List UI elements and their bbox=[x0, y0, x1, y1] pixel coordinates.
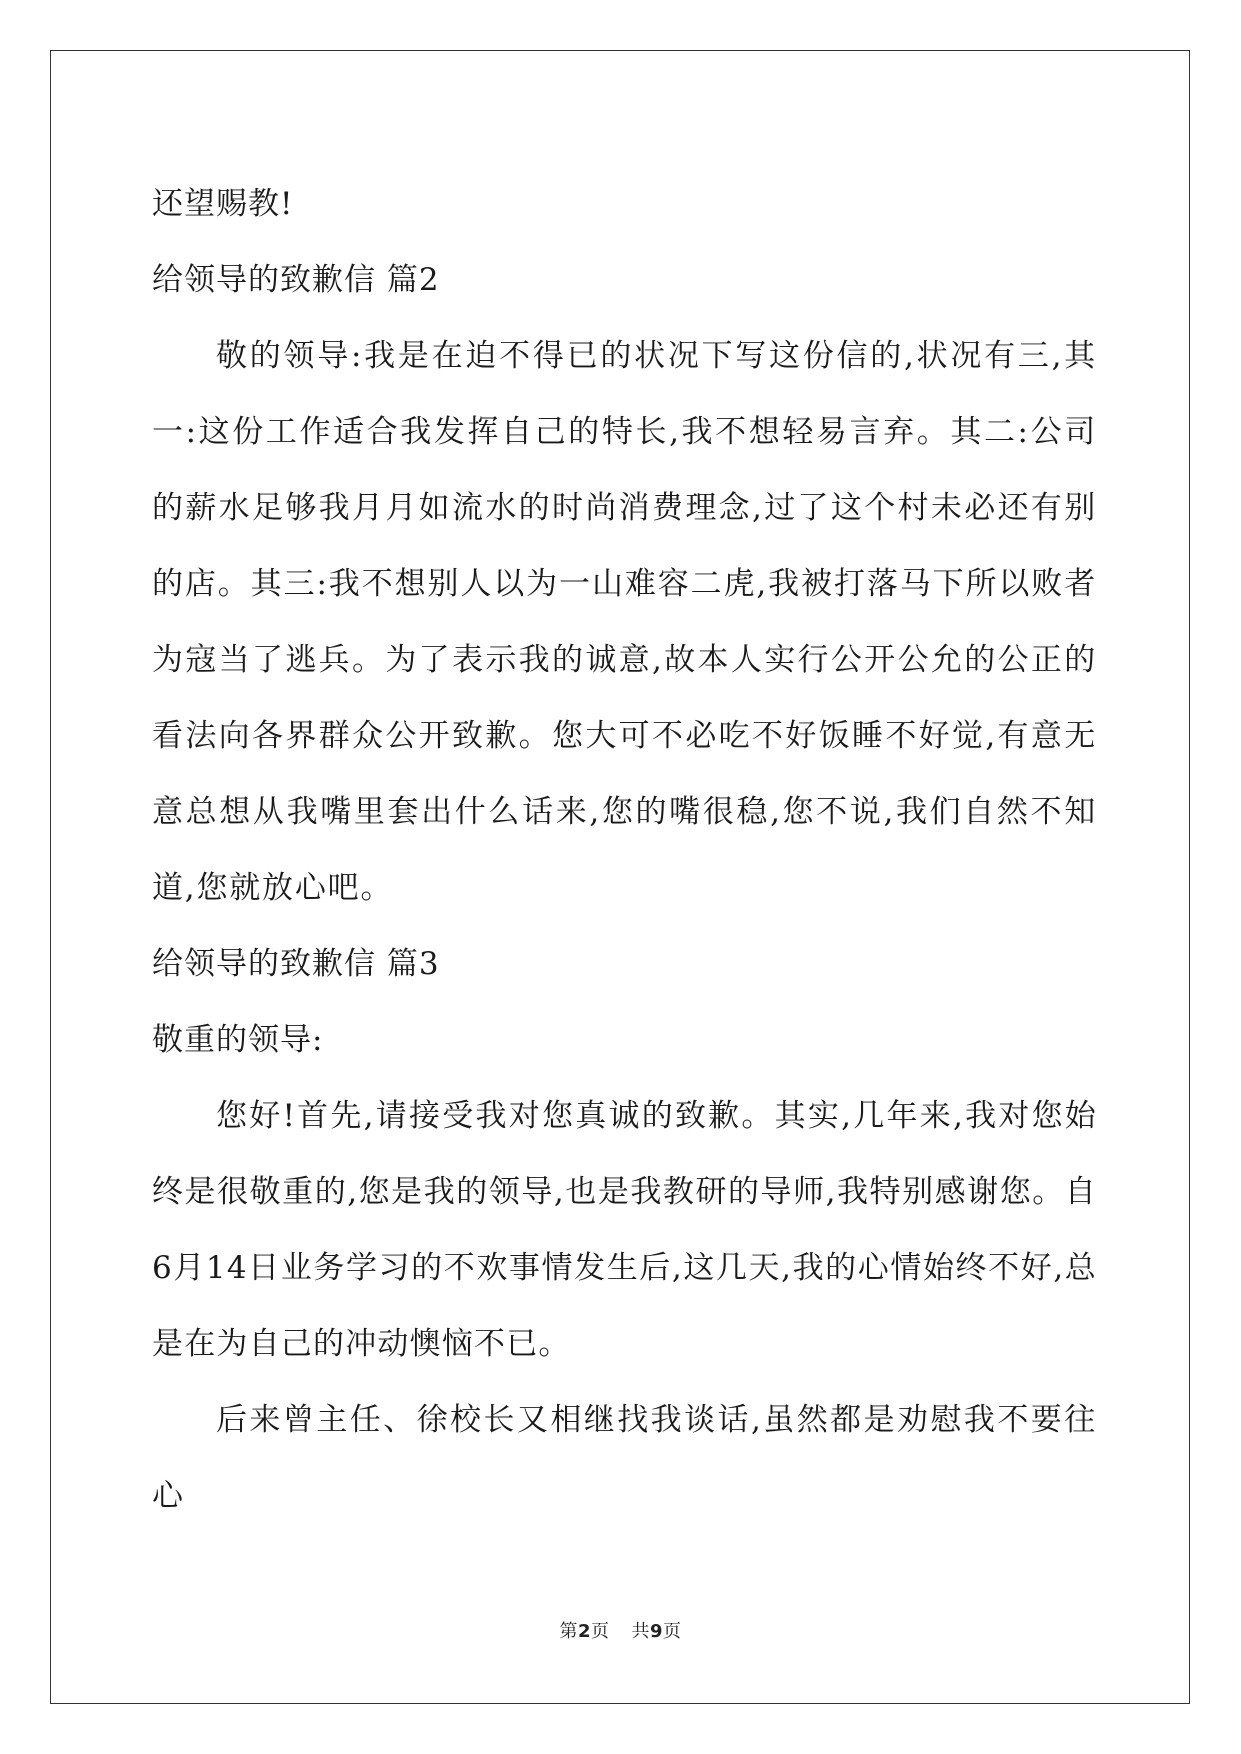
document-body bbox=[152, 166, 1097, 1534]
letter-heading-3: 给领导的致歉信 篇3 bbox=[152, 946, 440, 982]
page-footer bbox=[0, 1617, 1241, 1643]
page-unit: 页 bbox=[591, 1621, 610, 1642]
letter-3-paragraph-1: 您好!首先,请接受我对您真诚的致歉。其实,几年来,我对您始终是很敬重的,您是我的领导,也是我教研的导师,我特别感谢您。自6月14日业务学习的不欢事情发生后,这几天,我的心情始终不好,总是在为自己的冲动懊恼不已。 bbox=[152, 1098, 1097, 1362]
letter-2-body: 敬的领导:我是在迫不得已的状况下写这份信的,状况有三,其一:这份工作适合我发挥自己的特长,我不想轻易言弃。其二:公司的薪水足够我月月如流水的时尚消费理念,过了这个村未必还有别的店。其三:我不想别人以为一山难容二虎,我被打落马下所以败者为寇当了逃兵。为了表示我的诚意,故本人实行公开公允的公正的看法向各界群众公开致歉。您大可不必吃不好饭睡不好觉,有意无意总想从我嘴里套出什么话来,您的嘴很稳,您不说,我们自然不知道,您就放心吧。 bbox=[152, 338, 1097, 906]
letter-heading-2: 给领导的致歉信 篇2 bbox=[152, 262, 440, 298]
page-prefix: 第 bbox=[559, 1621, 578, 1642]
letter-3-paragraph-2: 后来曾主任、徐校长又相继找我谈话,虽然都是劝慰我不要往心 bbox=[152, 1402, 1097, 1514]
letter-3-salutation: 敬重的领导: bbox=[152, 1022, 324, 1058]
page-number: 2 bbox=[577, 1621, 591, 1642]
total-unit: 页 bbox=[663, 1621, 682, 1642]
total-prefix: 共 bbox=[631, 1621, 650, 1642]
closing-line: 还望赐教! bbox=[152, 186, 294, 222]
total-pages: 9 bbox=[650, 1621, 664, 1642]
